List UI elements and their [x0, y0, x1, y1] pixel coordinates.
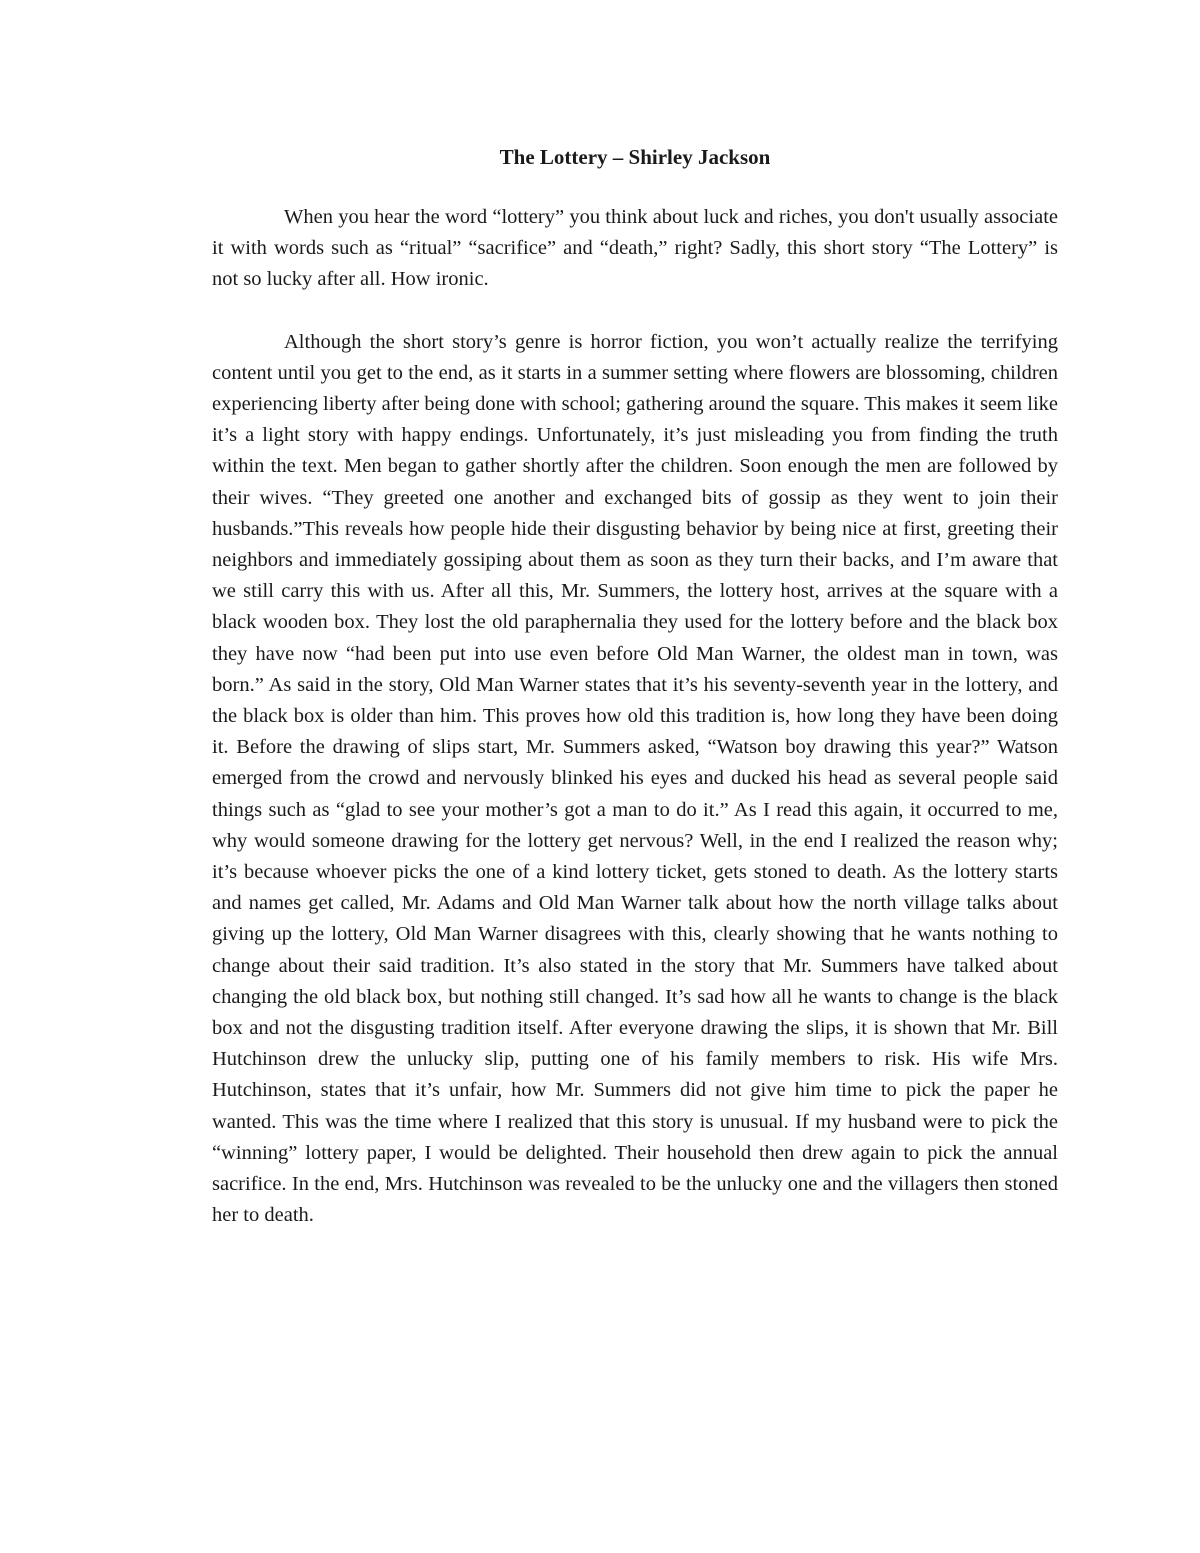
paragraph-intro: When you hear the word “lottery” you think about luck and riches, you don't usually associate it with words such as “ritual” “sacrifice” and “death,” right? Sadly, this short story “The Lottery” is not so lucky after all. How ironic. [212, 206, 1058, 291]
document-title: The Lottery – Shirley Jackson [499, 145, 771, 169]
paragraph-analysis: Although the short story’s genre is horror fiction, you won’t actually realize the terrifying content until you get to the end, as it starts in a summer setting where flowers are blossoming, children experiencing liberty after being done with school; gathering around the square. This makes it seem like it’s a light story with happy endings. Unfortunately, it’s just misleading you from finding the truth within the text. Men began to gather shortly after the children. Soon enough the men are followed by their wives. “They greeted one another and exchanged bits of gossip as they went to join their husbands.”This reveals how people hide their disgusting behavior by being nice at first, greeting their neighbors and immediately gossiping about them as soon as they turn their backs, and I’m aware that we still carry this with us. After all this, Mr. Summers, the lottery host, arrives at the square with a black wooden box. They lost the old paraphernalia they used for the lottery before and the black box they have now “had been put into use even before Old Man Warner, the oldest man in town, was born.” As said in the story, Old Man Warner states that it’s his seventy-seventh year in the lottery, and the black box is older than him. This proves how old this tradition is, how long they have been doing it. Before the drawing of slips start, Mr. Summers asked, “Watson boy drawing this year?” Watson emerged from the crowd and nervously blinked his eyes and ducked his head as several people said things such as “glad to see your mother’s got a man to do it.” As I read this again, it occurred to me, why would someone drawing for the lottery get nervous? Well, in the end I realized the reason why; it’s because whoever picks the one of a kind lottery ticket, gets stoned to death. As the lottery starts and names get called, Mr. Adams and Old Man Warner talk about how the north village talks about giving up the lottery, Old Man Warner disagrees with this, clearly showing that he wants nothing to change about their said tradition. It’s also stated in the story that Mr. Summers have talked about changing the old black box, but nothing still changed. It’s sad how all he wants to change is the black box and not the disgusting tradition itself. After everyone drawing the slips, it is shown that Mr. Bill Hutchinson drew the unlucky slip, putting one of his family members to risk. His wife Mrs. Hutchinson, states that it’s unfair, how Mr. Summers did not give him time to pick the paper he wanted. This was the time where I realized that this story is unusual. If my husband were to pick the “winning” lottery paper, I would be delighted. Their household then drew again to pick the annual sacrifice. In the end, Mrs. Hutchinson was revealed to be the unlucky one and the villagers then stoned her to death. [212, 330, 1058, 1227]
document-body [212, 202, 1058, 1263]
